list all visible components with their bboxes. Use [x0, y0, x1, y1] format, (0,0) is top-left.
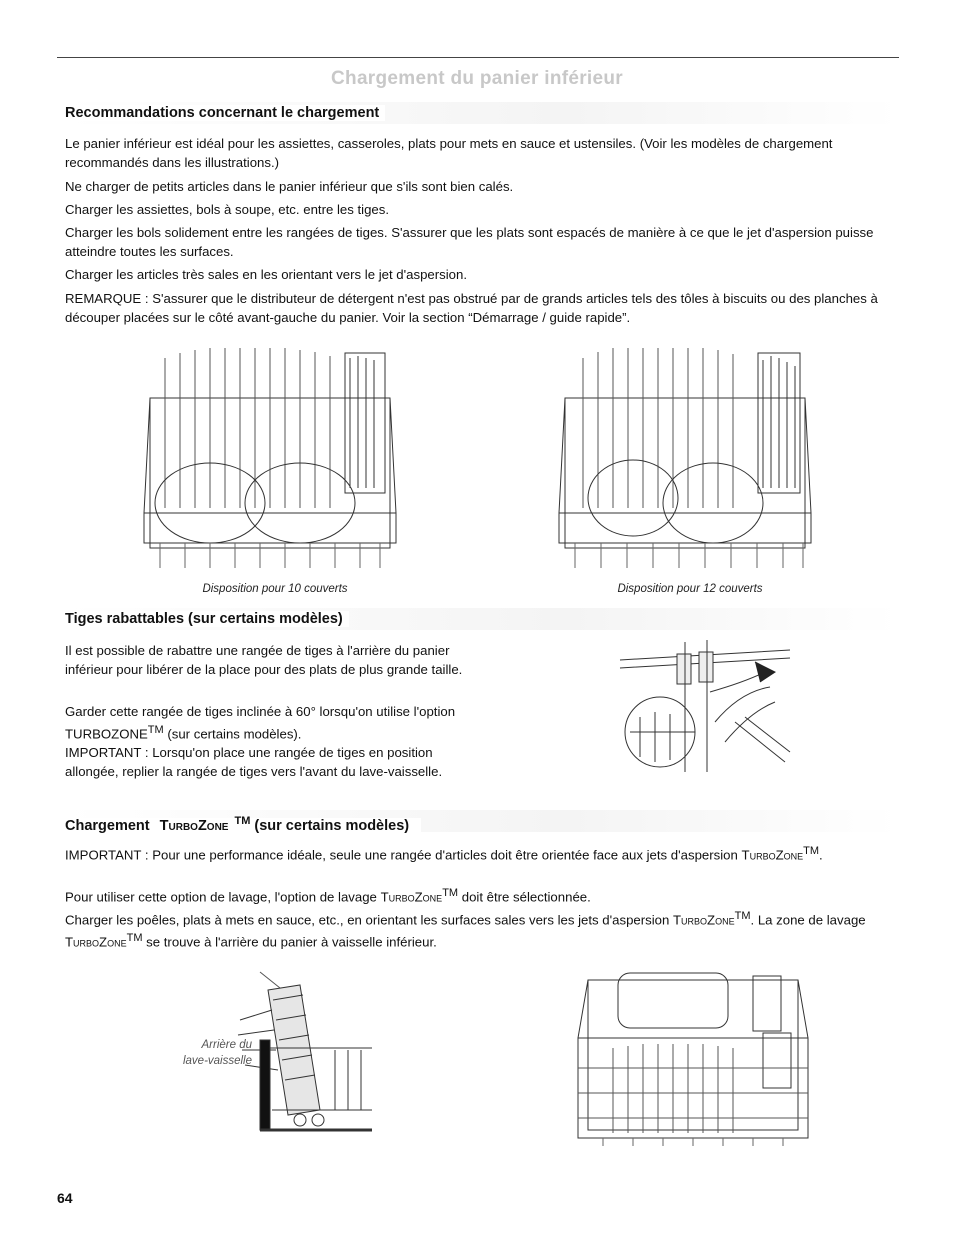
top-rule — [57, 57, 899, 58]
section-heading-loading-recommendations: Recommandations concernant le chargement — [65, 102, 899, 124]
paragraph-lower-rack-ideal: Le panier inférieur est idéal pour les assiettes, casseroles, plats pour mets en sauce et ustensiles. (Voir les modèles de chargement recommandés dans les illustrations.) — [65, 136, 833, 170]
paragraph-select-turbozone: Pour utiliser cette option de lavage, l'option de lavage TurboZone™ doit être sélectionnée. — [65, 887, 591, 905]
rack-illustration-10-settings — [140, 338, 400, 573]
paragraph-load-pans: Charger les poêles, plats à mets en sauce, etc., en orientant les surfaces sales vers les jets d'aspersion TurboZone™. La zone de lavage TurboZone™ se trouve à l'arrière du panier à vaisselle inférieur. — [65, 910, 866, 950]
page-number: 64 — [57, 1190, 73, 1206]
paragraph-important-one-row: IMPORTANT : Pour une performance idéale, seule une rangée d'articles doit être orientée face aux jets d'aspersion TurboZone™. — [65, 845, 823, 863]
caption-10-settings: Disposition pour 10 couverts — [202, 583, 348, 595]
fold-down-tines-illustration — [615, 632, 795, 777]
paragraph-heavily-soiled: Charger les articles très sales en les orientant vers le jet d'aspersion. — [65, 267, 467, 282]
paragraph-note-detergent: REMARQUE : S'assurer que le distributeur de détergent n'est pas obstrué par de grands articles tels des tôles à biscuits ou des planches à découper placées sur le côté avant-gauche du panier. Voir la section “Démarrage / guide rapide”. — [65, 291, 878, 325]
caption-12-settings: Disposition pour 12 couverts — [617, 583, 763, 595]
section-heading-turbozone-loading: Chargement TurboZone ™ (sur certains modèles) — [65, 810, 899, 832]
paragraph-fold-tines: Il est possible de rabattre une rangée de tiges à l'arrière du panier inférieur pour libérer de la place pour des plats de plus grande taille. — [65, 643, 463, 677]
paragraph-plates-between-tines: Charger les assiettes, bols à soupe, etc. entre les tiges. — [65, 202, 389, 217]
section-heading-fold-down-tines: Tiges rabattables (sur certains modèles) — [65, 608, 899, 630]
label-back-of-dishwasher: Arrière du lave-vaisselle — [182, 1039, 252, 1067]
turbozone-rack-illustration — [573, 968, 813, 1148]
paragraph-important-fold-forward: IMPORTANT : Lorsqu'on place une rangée de tiges en position allongée, replier la rangée de tiges vers l'avant du lave-vaisselle. — [65, 745, 443, 779]
rack-illustration-12-settings — [553, 338, 818, 573]
paragraph-tines-60-degrees: Garder cette rangée de tiges inclinée à 60° lorsqu'on utilise l'option TURBOZONE™ (sur certains modèles). — [65, 704, 456, 742]
paragraph-bowls-securely: Charger les bols solidement entre les rangées de tiges. S'assurer que les plats sont espacés de manière à ce que le jet d'aspersion puisse atteindre toutes les surfaces. — [65, 225, 874, 259]
paragraph-small-items: Ne charger de petits articles dans le panier inférieur que s'ils sont bien calés. — [65, 179, 514, 194]
page-title: Chargement du panier inférieur — [331, 68, 623, 89]
